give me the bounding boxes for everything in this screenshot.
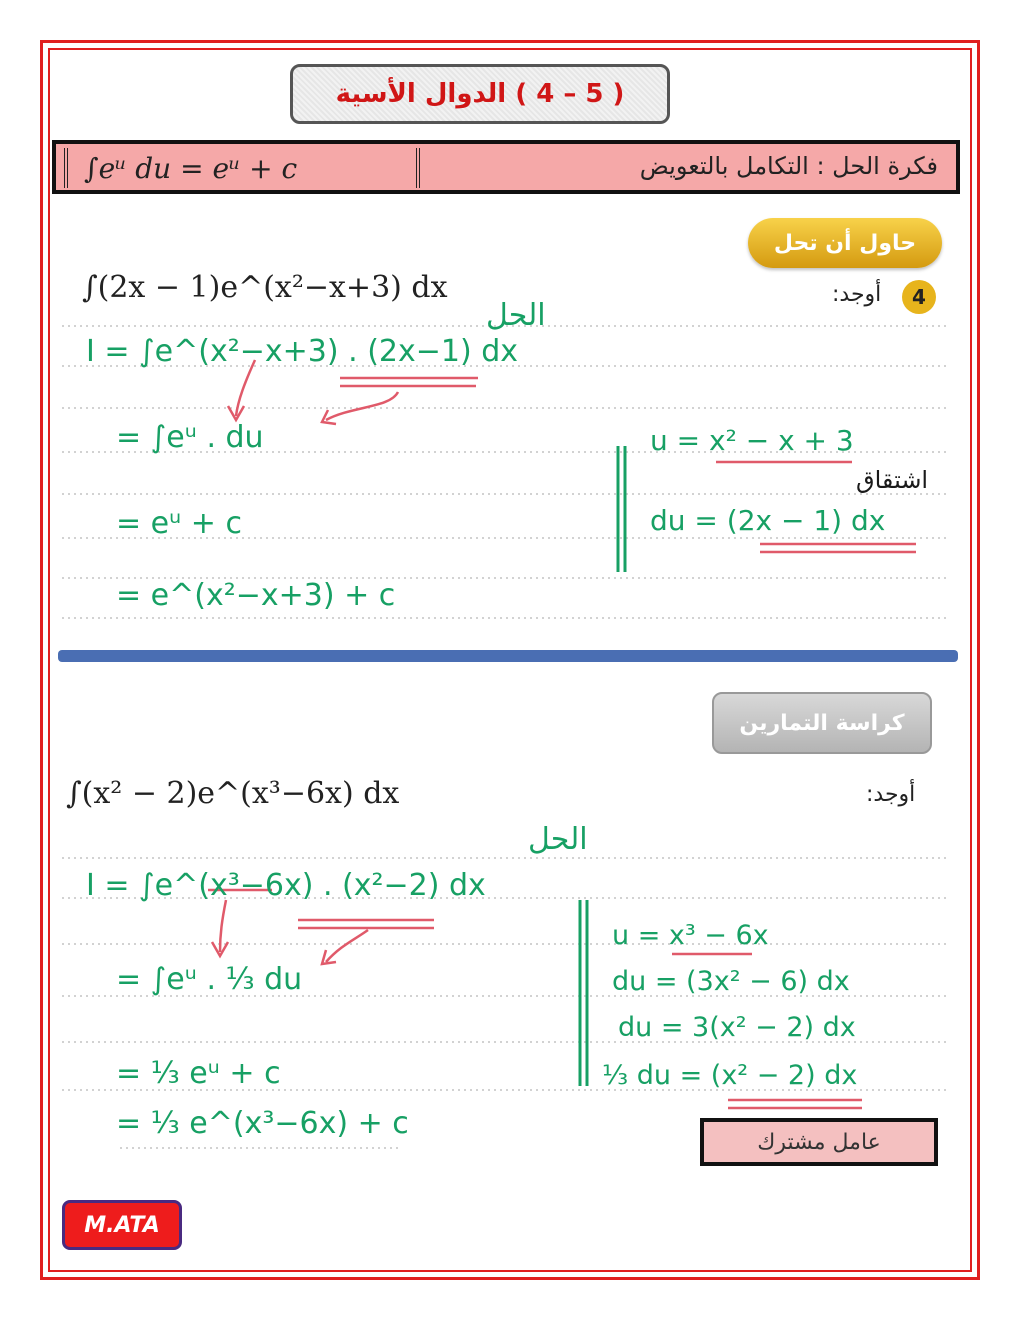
problem2-step-4: = ⅓ e^(x³−6x) + c (116, 1106, 409, 1141)
exercise-book-button[interactable]: كراسة التمارين (712, 692, 932, 754)
common-factor-note: عامل مشترك (700, 1118, 938, 1166)
problem2-sub-u: u = x³ − 6x (612, 920, 769, 951)
problem1-sub-du: du = (2x − 1) dx (650, 504, 886, 537)
problem2-label: أوجد: (866, 782, 916, 807)
problem1-derivative-word: اشتقاق (856, 466, 929, 494)
problem1-integral: ∫(2x − 1)e^(x²−x+3) dx (82, 270, 448, 305)
problem2-step-3: = ⅓ eᵘ + c (116, 1056, 281, 1091)
try-button[interactable]: حاول أن تحل (748, 218, 942, 268)
problem2-integral: ∫(x² − 2)e^(x³−6x) dx (66, 776, 400, 811)
problem2-sub-du-3: ⅓ du = (x² − 2) dx (602, 1060, 858, 1091)
problem1-step-4: = e^(x²−x+3) + c (116, 578, 396, 613)
banner-text: فكرة الحل : التكامل بالتعويض (639, 152, 938, 180)
problem2-sub-du-1: du = (3x² − 6) dx (612, 966, 850, 997)
problem1-step-3: = eᵘ + c (116, 506, 242, 541)
banner-formula: ∫eᵘ du = eᵘ + c (64, 148, 420, 188)
problem2-sub-du-2: du = 3(x² − 2) dx (618, 1012, 856, 1043)
author-badge: M.ATA (62, 1200, 182, 1250)
problem2-step-2: = ∫eᵘ . ⅓ du (116, 962, 303, 997)
section-divider (58, 650, 958, 662)
problem-number-badge: 4 (902, 280, 936, 314)
problem1-sub-u: u = x² − x + 3 (650, 424, 854, 457)
page-title: ( 5 – 4 ) الدوال الأسية (290, 64, 670, 124)
problem2-solution-word: الحل (528, 822, 588, 857)
problem1-step-1: I = ∫e^(x²−x+3) . (2x−1) dx (86, 334, 518, 369)
problem2-step-1: I = ∫e^(x³−6x) . (x²−2) dx (86, 868, 486, 903)
problem1-step-2: = ∫eᵘ . du (116, 420, 264, 455)
problem1-label: أوجد: (832, 282, 882, 307)
problem1-solution-word: الحل (486, 298, 546, 333)
